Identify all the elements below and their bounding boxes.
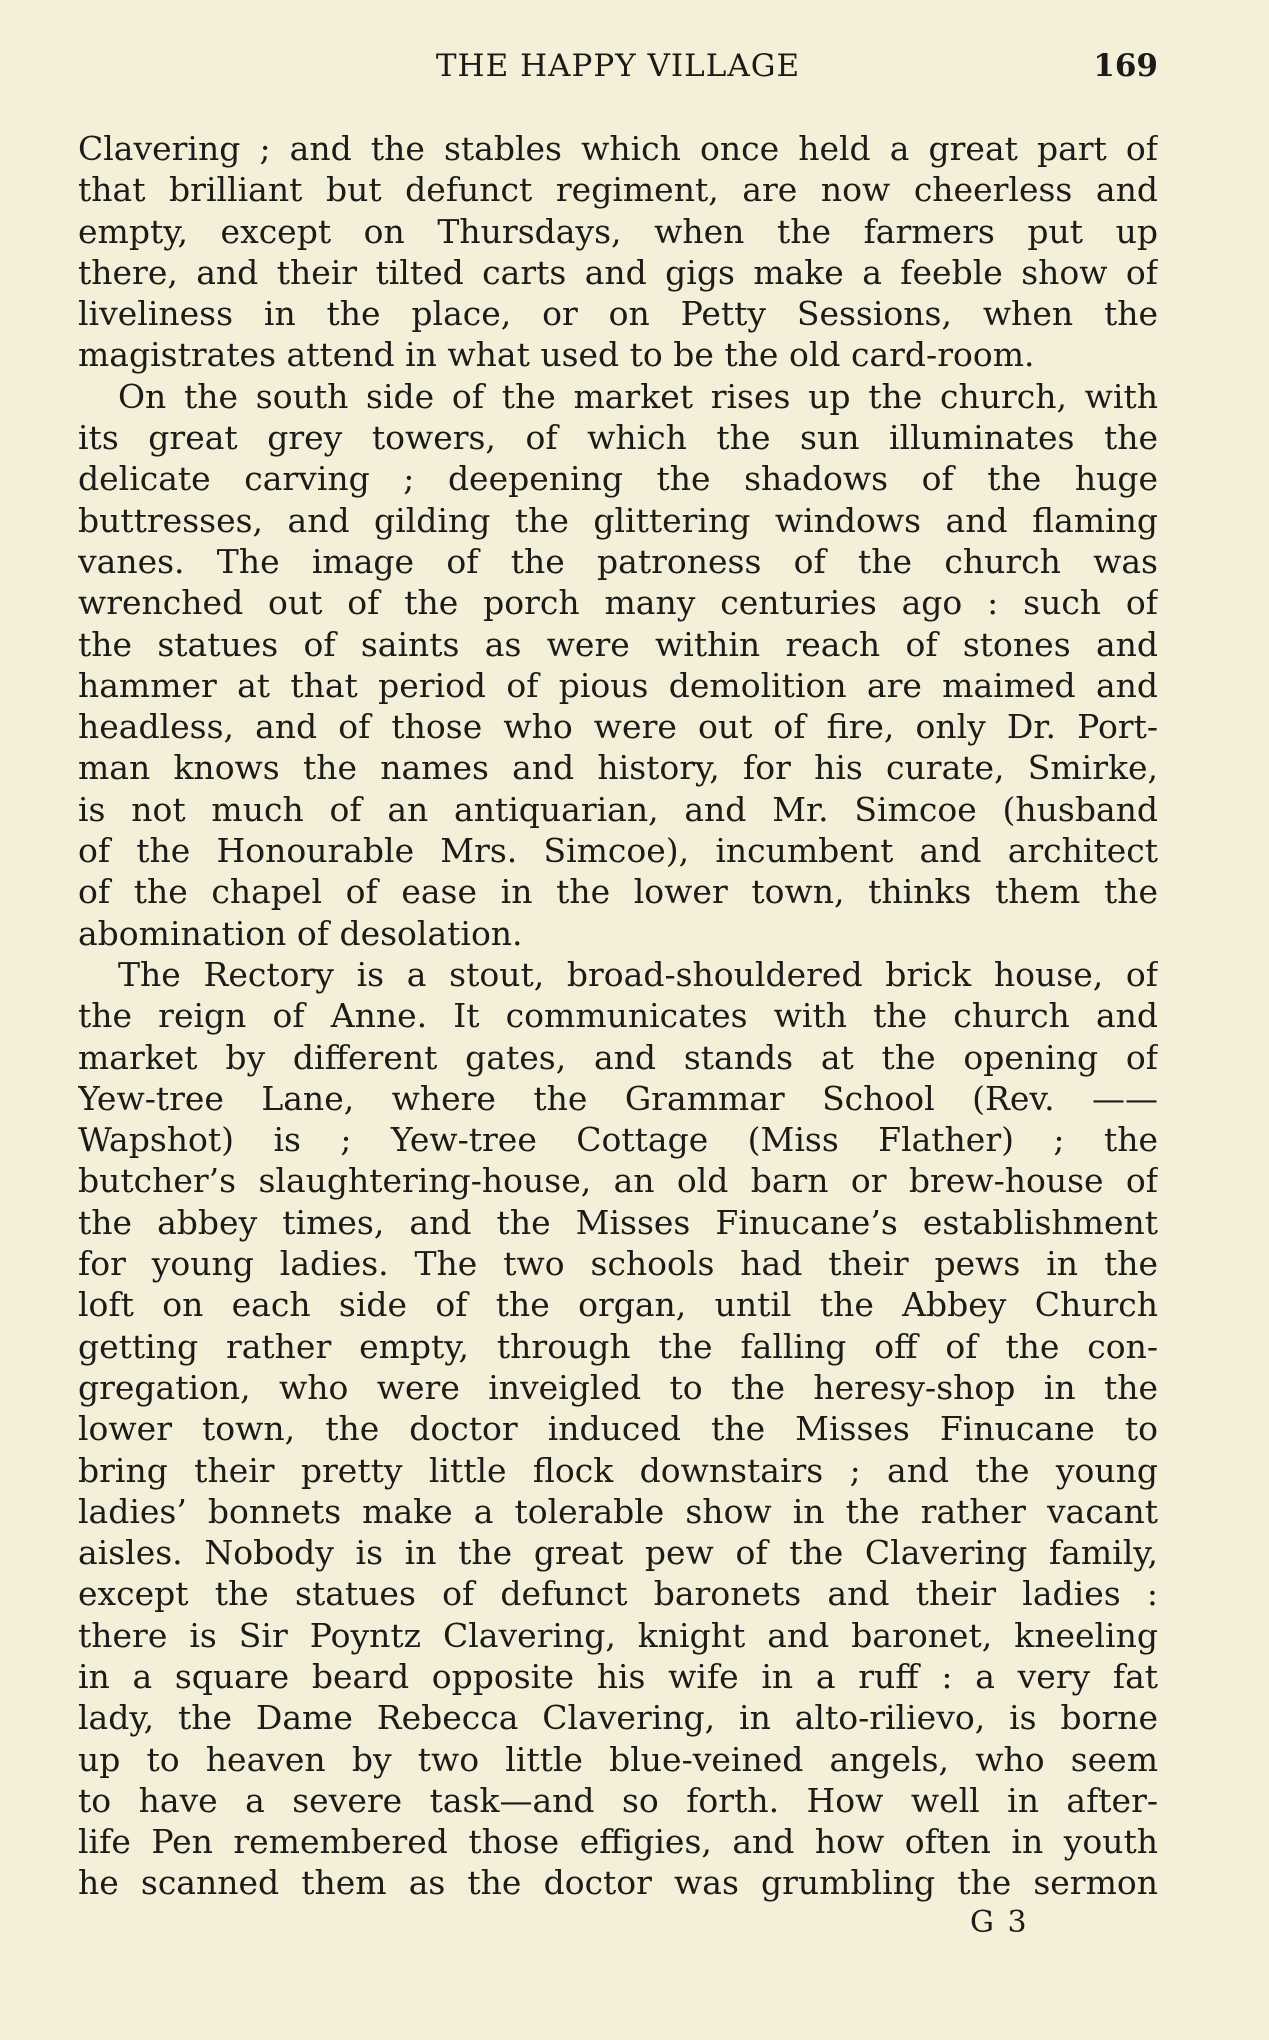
text-line: delicate carving ; deepening the shadows of the huge [78,459,1158,499]
text-line: Clavering ; and the stables which once held a great part of [78,129,1158,168]
text-line: On the south side of the market rises up the church, with [118,376,1158,416]
text-line: man knows the names and history, for his curate, Smirke, [78,748,1158,788]
text-line: bring their pretty little flock downstairs ; and the young [78,1450,1158,1490]
text-line: the abbey times, and the Misses Finucane’s establishment [78,1202,1158,1242]
text-line: hammer at that period of pious demolition are maimed and [78,665,1158,705]
text-line: of the chapel of ease in the lower town, thinks them the [78,872,1158,912]
text-line: market by different gates, and stands at the opening of [78,1037,1158,1077]
text-line: to have a severe task—and so forth. How well in after- [78,1780,1158,1820]
text-line: empty, except on Thursdays, when the farmers put up [78,211,1158,251]
page-number: 169 [1093,48,1158,84]
text-line: lady, the Dame Rebecca Clavering, in alto-rilievo, is borne [78,1698,1158,1738]
signature-mark: G 3 [970,1905,1029,1940]
body-text [78,128,1158,1904]
text-line: the statues of saints as were within reach of stones and [78,624,1158,664]
text-line: aisles. Nobody is in the great pew of the Clavering family, [78,1533,1158,1573]
text-line: up to heaven by two little blue-veined angels, who seem [78,1739,1158,1779]
running-title: THE HAPPY VILLAGE [435,48,801,84]
text-line: gregation, who were inveigled to the heresy-shop in the [78,1367,1158,1407]
text-line: the reign of Anne. It communicates with the church and [78,996,1158,1036]
text-line: liveliness in the place, or on Petty Sessions, when the [78,294,1158,334]
text-line: that brilliant but defunct regiment, are now cheerless and [78,170,1158,210]
text-line: The Rectory is a stout, broad-shouldered brick house, of [118,954,1158,994]
text-line: of the Honourable Mrs. Simcoe), incumbent and architect [78,831,1158,871]
text-line: getting rather empty, through the falling off of the con- [78,1326,1158,1366]
text-line: butcher’s slaughtering-house, an old barn or brew-house of [78,1161,1158,1201]
text-line: Yew-tree Lane, where the Grammar School (Rev. —— [78,1078,1158,1118]
text-line: Wapshot) is ; Yew-tree Cottage (Miss Flather) ; the [78,1120,1158,1160]
text-line: there, and their tilted carts and gigs make a feeble show of [78,252,1158,292]
text-line: there is Sir Poyntz Clavering, knight and baronet, kneeling [78,1615,1158,1655]
text-line: he scanned them as the doctor was grumbling the sermon [78,1863,1158,1903]
text-line: life Pen remembered those effigies, and how often in youth [78,1822,1158,1862]
text-line: loft on each side of the organ, until the Abbey Church [78,1285,1158,1325]
text-line: magistrates attend in what used to be the old card-room. [78,335,1035,375]
text-line: wrenched out of the porch many centuries ago : such of [78,583,1158,623]
running-head [78,48,1158,92]
text-line: in a square beard opposite his wife in a ruff : a very fat [78,1656,1158,1696]
text-line: abomination of desolation. [78,913,523,953]
text-line: is not much of an antiquarian, and Mr. Simcoe (husband [78,789,1158,829]
text-line: except the statues of defunct baronets and their ladies : [78,1574,1158,1614]
text-line: its great grey towers, of which the sun illuminates the [78,418,1158,458]
text-line: lower town, the doctor induced the Misses Finucane to [78,1409,1158,1449]
text-line: ladies’ bonnets make a tolerable show in the rather vacant [78,1491,1158,1531]
text-line: buttresses, and gilding the glittering windows and flaming [78,500,1158,540]
text-line: for young ladies. The two schools had their pews in the [78,1244,1158,1284]
text-line: vanes. The image of the patroness of the church was [78,541,1158,581]
text-line: headless, and of those who were out of fire, only Dr. Port- [78,707,1158,747]
